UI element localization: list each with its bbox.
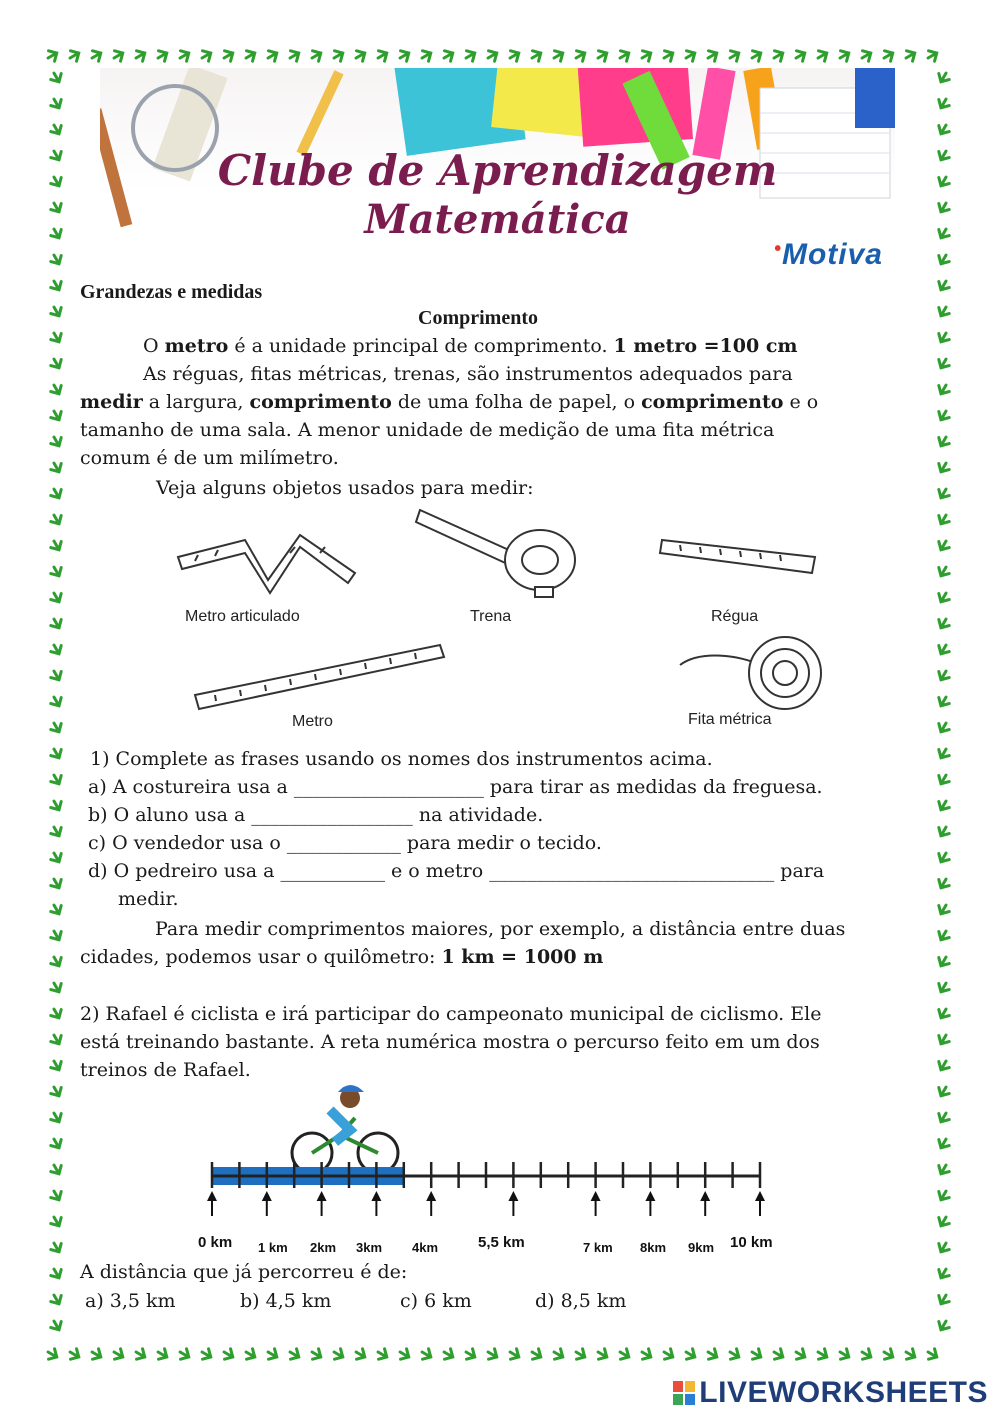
border-arrow-icon: [111, 1347, 126, 1362]
border-arrow-icon: [49, 928, 64, 943]
border-arrow-icon: [49, 200, 64, 215]
number-line-label: 2km: [310, 1240, 337, 1255]
border-arrow-icon: [617, 1347, 632, 1362]
border-arrow-icon: [49, 70, 64, 85]
border-arrow-icon: [67, 48, 82, 63]
border-arrow-icon: [67, 1347, 82, 1362]
number-line-label: 7 km: [583, 1240, 613, 1255]
border-arrow-icon: [936, 278, 951, 293]
border-arrow-icon: [177, 48, 192, 63]
border-arrow-icon: [331, 1347, 346, 1362]
border-arrow-icon: [507, 48, 522, 63]
border-arrow-icon: [49, 382, 64, 397]
border-arrow-icon: [936, 902, 951, 917]
label-fita-metrica: Fita métrica: [688, 711, 772, 728]
border-arrow-icon: [49, 460, 64, 475]
border-arrow-icon: [507, 1347, 522, 1362]
border-arrow-icon: [287, 1347, 302, 1362]
border-arrow-icon: [936, 954, 951, 969]
border-arrow-icon: [936, 1318, 951, 1333]
border-arrow-icon: [727, 1347, 742, 1362]
liveworksheets-watermark: [673, 1376, 988, 1410]
border-arrow-icon: [936, 876, 951, 891]
number-line-label: 0 km: [198, 1234, 233, 1251]
border-arrow-icon: [793, 48, 808, 63]
border-arrow-icon: [287, 48, 302, 63]
border-arrow-icon: [573, 48, 588, 63]
label-regua: Régua: [711, 608, 759, 625]
border-arrow-icon: [155, 48, 170, 63]
number-line-label: 3km: [356, 1240, 383, 1255]
border-arrow-icon: [661, 1347, 676, 1362]
q1-item-b: b) O aluno usa a _________________ na atividade.: [88, 804, 544, 826]
border-arrow-icon: [727, 48, 742, 63]
border-arrow-icon: [936, 70, 951, 85]
header-banner: [100, 68, 895, 273]
border-arrow-icon: [49, 1032, 64, 1047]
border-arrow-icon: [551, 1347, 566, 1362]
border-arrow-icon: [749, 48, 764, 63]
border-arrow-icon: [49, 772, 64, 787]
border-arrow-icon: [903, 48, 918, 63]
border-arrow-icon: [936, 1292, 951, 1307]
border-arrow-icon: [49, 252, 64, 267]
banner-title-line2: Matemática: [364, 196, 631, 243]
border-arrow-icon: [397, 1347, 412, 1362]
border-arrow-icon: [936, 1032, 951, 1047]
ruler-drawing: [660, 540, 815, 573]
border-arrow-icon: [265, 48, 280, 63]
border-arrow-icon: [936, 928, 951, 943]
q2-option-b[interactable]: b) 4,5 km: [240, 1290, 332, 1312]
border-arrow-icon: [771, 48, 786, 63]
border-arrow-icon: [243, 48, 258, 63]
border-arrow-icon: [881, 1347, 896, 1362]
distance-marker-arrowhead-icon: [317, 1191, 327, 1201]
border-arrow-icon: [441, 48, 456, 63]
intro-line-6: Veja alguns objetos usados para medir:: [156, 477, 534, 499]
motiva-logo: •Motiva: [773, 238, 883, 271]
border-arrow-icon: [936, 1006, 951, 1021]
border-arrow-icon: [936, 772, 951, 787]
border-arrow-icon: [397, 48, 412, 63]
border-arrow-icon: [573, 1347, 588, 1362]
border-arrow-icon: [45, 1347, 60, 1362]
border-arrow-icon: [936, 226, 951, 241]
distance-marker-arrowhead-icon: [508, 1191, 518, 1201]
border-arrow-icon: [49, 1006, 64, 1021]
border-arrow-icon: [309, 48, 324, 63]
q1-item-a: a) A costureira usa a ____________________ para tirar as medidas da freguesa.: [88, 776, 823, 798]
distance-marker-arrowhead-icon: [371, 1191, 381, 1201]
border-arrow-icon: [177, 1347, 192, 1362]
distance-marker-arrowhead-icon: [645, 1191, 655, 1201]
border-arrow-icon: [925, 48, 940, 63]
border-arrow-icon: [331, 48, 346, 63]
distance-marker-arrowhead-icon: [700, 1191, 710, 1201]
border-arrow-icon: [49, 304, 64, 319]
border-arrow-icon: [936, 382, 951, 397]
border-arrow-icon: [881, 48, 896, 63]
border-arrow-icon: [49, 824, 64, 839]
q1-item-d: d) O pedreiro usa a ___________ e o metro ______________________________ para: [88, 860, 825, 882]
watermark-text: LIVEWORKSHEETS: [699, 1376, 988, 1409]
border-arrow-icon: [936, 122, 951, 137]
measuring-tape-roll-drawing: [680, 637, 821, 709]
border-arrow-icon: [89, 1347, 104, 1362]
distance-marker-arrowhead-icon: [591, 1191, 601, 1201]
border-arrow-icon: [936, 356, 951, 371]
border-arrow-icon: [595, 48, 610, 63]
border-arrow-icon: [49, 980, 64, 995]
border-arrow-icon: [49, 278, 64, 293]
cyclist-drawing: [292, 1085, 398, 1173]
border-arrow-icon: [49, 902, 64, 917]
border-arrow-icon: [815, 1347, 830, 1362]
border-arrow-icon: [925, 1347, 940, 1362]
border-arrow-icon: [936, 96, 951, 111]
distance-marker-arrowhead-icon: [207, 1191, 217, 1201]
border-arrow-icon: [49, 96, 64, 111]
border-arrow-icon: [49, 226, 64, 241]
border-arrow-icon: [419, 48, 434, 63]
border-arrow-icon: [463, 1347, 478, 1362]
label-trena: Trena: [470, 608, 512, 625]
border-arrow-icon: [639, 1347, 654, 1362]
border-arrow-icon: [49, 1058, 64, 1073]
border-arrow-icon: [155, 1347, 170, 1362]
border-arrow-icon: [49, 122, 64, 137]
border-arrow-icon: [529, 1347, 544, 1362]
border-arrow-icon: [837, 1347, 852, 1362]
border-arrow-icon: [49, 876, 64, 891]
border-arrow-icon: [309, 1347, 324, 1362]
folding-ruler-drawing: [178, 535, 355, 593]
border-arrow-icon: [936, 1266, 951, 1281]
border-arrow-icon: [661, 48, 676, 63]
distance-marker-arrowhead-icon: [426, 1191, 436, 1201]
liveworksheets-logo-icon: [673, 1381, 695, 1405]
border-arrow-icon: [936, 200, 951, 215]
border-arrow-icon: [617, 48, 632, 63]
border-arrow-icon: [49, 356, 64, 371]
km-para-line2: cidades, podemos usar o quilômetro: 1 km = 1000 m: [80, 946, 604, 968]
border-arrow-icon: [859, 1347, 874, 1362]
border-arrow-icon: [936, 980, 951, 995]
border-arrow-icon: [815, 48, 830, 63]
border-arrow-icon: [683, 48, 698, 63]
border-arrow-icon: [859, 48, 874, 63]
banner-title-line1: Clube de Aprendizagem: [217, 146, 778, 195]
logo-text: Motiva: [781, 238, 883, 271]
border-arrow-icon: [49, 1266, 64, 1281]
border-arrow-icon: [936, 460, 951, 475]
border-arrow-icon: [936, 408, 951, 423]
number-line: [0, 1080, 1000, 1260]
border-arrow-icon: [936, 252, 951, 267]
label-metro: Metro: [292, 713, 333, 730]
border-arrow-icon: [485, 1347, 500, 1362]
border-arrow-icon: [133, 48, 148, 63]
border-arrow-icon: [936, 798, 951, 813]
border-arrow-icon: [771, 1347, 786, 1362]
border-arrow-icon: [529, 48, 544, 63]
q2-option-a[interactable]: a) 3,5 km: [85, 1290, 176, 1312]
border-arrow-icon: [353, 1347, 368, 1362]
number-line-label: 1 km: [258, 1240, 288, 1255]
border-arrow-icon: [936, 304, 951, 319]
intro-line-2: As réguas, fitas métricas, trenas, são instrumentos adequados para: [143, 363, 793, 385]
distance-marker-arrowhead-icon: [262, 1191, 272, 1201]
number-line-label: 8km: [640, 1240, 667, 1255]
border-arrow-icon: [49, 954, 64, 969]
border-arrow-icon: [441, 1347, 456, 1362]
border-arrow-icon: [49, 798, 64, 813]
q2-option-d[interactable]: d) 8,5 km: [535, 1290, 627, 1312]
intro-line-4: tamanho de uma sala. A menor unidade de medição de uma fita métrica: [80, 419, 775, 441]
border-arrow-icon: [49, 174, 64, 189]
border-arrow-icon: [485, 48, 500, 63]
border-arrow-icon: [936, 824, 951, 839]
border-arrow-icon: [683, 1347, 698, 1362]
meter-stick-drawing: [195, 645, 444, 709]
border-arrow-icon: [749, 1347, 764, 1362]
number-line-label: 9km: [688, 1240, 715, 1255]
border-arrow-icon: [199, 48, 214, 63]
q2-line3: treinos de Rafael.: [80, 1059, 251, 1081]
border-arrow-icon: [705, 1347, 720, 1362]
q2-line2: está treinando bastante. A reta numérica mostra o percurso feito em um dos: [80, 1031, 820, 1053]
border-arrow-icon: [639, 48, 654, 63]
border-arrow-icon: [903, 1347, 918, 1362]
intro-line-5: comum é de um milímetro.: [80, 447, 339, 469]
border-arrow-icon: [936, 1058, 951, 1073]
border-arrow-icon: [837, 48, 852, 63]
border-arrow-icon: [221, 48, 236, 63]
border-arrow-icon: [705, 48, 720, 63]
subtitle: Comprimento: [418, 307, 538, 329]
border-arrow-icon: [595, 1347, 610, 1362]
border-arrow-icon: [243, 1347, 258, 1362]
border-arrow-icon: [419, 1347, 434, 1362]
number-line-label: 5,5 km: [478, 1234, 525, 1251]
q2-option-c[interactable]: c) 6 km: [400, 1290, 472, 1312]
tape-measure-drawing: [416, 510, 575, 597]
number-line-label: 4km: [412, 1240, 439, 1255]
border-arrow-icon: [49, 1318, 64, 1333]
km-para-line1: Para medir comprimentos maiores, por exemplo, a distância entre duas: [155, 918, 846, 940]
intro-line-3: medir a largura, comprimento de uma folha de papel, o comprimento e o: [80, 391, 819, 413]
q1-prompt: 1) Complete as frases usando os nomes dos instrumentos acima.: [90, 748, 713, 770]
border-arrow-icon: [463, 48, 478, 63]
intro-line-1: O metro é a unidade principal de comprimento. 1 metro =100 cm: [143, 335, 798, 357]
border-arrow-icon: [793, 1347, 808, 1362]
q1-item-d-cont: medir.: [118, 888, 179, 910]
border-arrow-icon: [133, 1347, 148, 1362]
border-arrow-icon: [936, 434, 951, 449]
number-line-label: 10 km: [730, 1234, 773, 1251]
distance-marker-arrowhead-icon: [755, 1191, 765, 1201]
border-arrow-icon: [45, 48, 60, 63]
label-metro-articulado: Metro articulado: [185, 608, 300, 625]
border-arrow-icon: [936, 850, 951, 865]
border-arrow-icon: [49, 148, 64, 163]
border-arrow-icon: [89, 48, 104, 63]
q1-item-c: c) O vendedor usa o ____________ para medir o tecido.: [88, 832, 602, 854]
border-arrow-icon: [199, 1347, 214, 1362]
border-arrow-icon: [551, 48, 566, 63]
section-title: Grandezas e medidas: [80, 281, 263, 303]
border-arrow-icon: [49, 434, 64, 449]
border-arrow-icon: [375, 48, 390, 63]
border-arrow-icon: [353, 48, 368, 63]
border-arrow-icon: [49, 850, 64, 865]
border-arrow-icon: [49, 1292, 64, 1307]
border-arrow-icon: [111, 48, 126, 63]
border-arrow-icon: [49, 330, 64, 345]
border-arrow-icon: [49, 408, 64, 423]
border-arrow-icon: [936, 330, 951, 345]
border-arrow-icon: [936, 148, 951, 163]
border-arrow-icon: [375, 1347, 390, 1362]
q2-line1: 2) Rafael é ciclista e irá participar do campeonato municipal de ciclismo. Ele: [80, 1003, 822, 1025]
border-arrow-icon: [265, 1347, 280, 1362]
border-arrow-icon: [936, 174, 951, 189]
q2-question: A distância que já percorreu é de:: [80, 1261, 408, 1283]
border-arrow-icon: [221, 1347, 236, 1362]
